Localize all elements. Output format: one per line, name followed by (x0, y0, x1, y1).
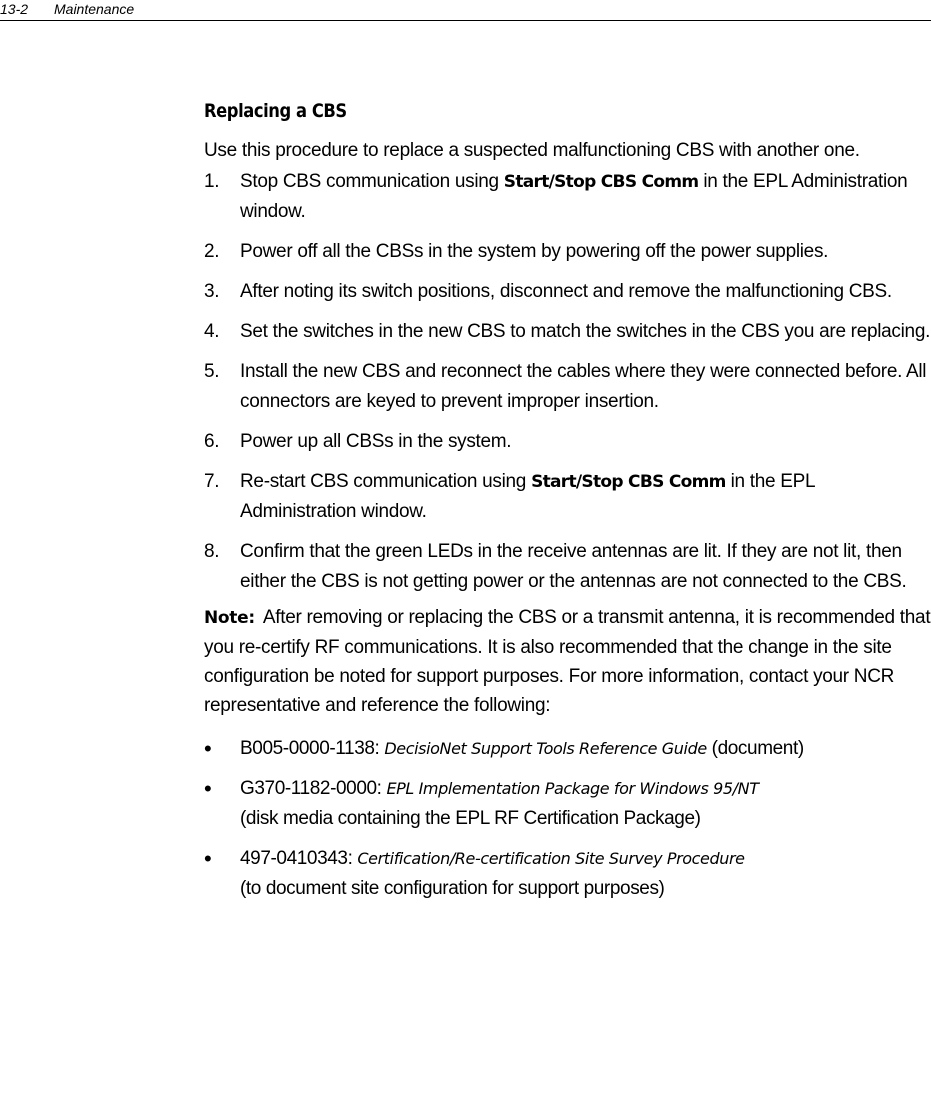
running-header (0, 0, 931, 21)
note-text: After removing or replacing the CBS or a transmit antenna, it is recommended that you re-certify RF communications. It is also recommended that the change in the site configuration be noted for support purposes. For more information, contact your NCR representative and reference the following: (204, 607, 931, 716)
reference-list (204, 734, 931, 904)
step-text: Power up all CBSs in the system. (240, 431, 512, 452)
step-number: 2. (204, 241, 220, 262)
step-text: Confirm that the green LEDs in the receive antennas are lit. If they are not lit, then either the CBS is not getting power or the antennas are not connected to the CBS. (240, 541, 907, 592)
step-text: Stop CBS communication using (240, 171, 504, 192)
step-text: in the EPL Administration window. (240, 471, 815, 522)
step-text: Re-start CBS communication using (240, 471, 532, 492)
step-text: After noting its switch positions, disconnect and remove the malfunctioning CBS. (240, 281, 892, 302)
step-text: in the EPL Administration window. (240, 171, 908, 222)
step-item (204, 427, 931, 457)
section-title: Replacing a CBS (204, 100, 347, 122)
bullet-icon: • (204, 736, 212, 761)
step-item (204, 467, 931, 527)
step-number: 3. (204, 281, 220, 302)
step-item (204, 317, 931, 347)
reference-id: 497-0410343: (240, 848, 353, 869)
step-number: 6. (204, 431, 220, 452)
reference-description: (to document site configuration for support purposes) (240, 878, 665, 899)
bullet-icon: • (204, 846, 212, 871)
page-number: 13-2 (0, 1, 29, 17)
step-number: 1. (204, 171, 220, 192)
ui-command-term: Start/Stop CBS Comm (531, 472, 726, 492)
step-number: 7. (204, 471, 220, 492)
reference-item (204, 774, 931, 834)
note-paragraph (204, 603, 931, 720)
reference-description: (document) (711, 738, 804, 759)
procedure-steps (204, 167, 931, 597)
step-item (204, 237, 931, 267)
ui-command-term: Start/Stop CBS Comm (503, 172, 699, 192)
step-number: 4. (204, 321, 220, 342)
step-text: Install the new CBS and reconnect the cables where they were connected before. All connectors are keyed to prevent improper insertion. (240, 361, 927, 412)
intro-paragraph: Use this procedure to replace a suspected malfunctioning CBS with another one. (204, 140, 860, 161)
step-item (204, 537, 931, 597)
reference-id: G370-1182-0000: (240, 778, 382, 799)
page-content (204, 96, 931, 914)
reference-item (204, 734, 931, 764)
header-section-name: Maintenance (54, 1, 135, 17)
step-item (204, 357, 931, 417)
note-label: Note: (204, 608, 255, 628)
step-text: Set the switches in the new CBS to match the switches in the CBS you are replacing. (240, 321, 931, 342)
reference-description: (disk media containing the EPL RF Certification Package) (240, 808, 701, 829)
step-text: Power off all the CBSs in the system by powering off the power supplies. (240, 241, 829, 262)
reference-title: EPL Implementation Package for Windows 95/NT (386, 779, 759, 798)
step-item (204, 277, 931, 307)
reference-id: B005-0000-1138: (240, 738, 380, 759)
step-item (204, 167, 931, 227)
bullet-icon: • (204, 776, 212, 801)
reference-item (204, 844, 931, 904)
step-number: 5. (204, 361, 220, 382)
reference-title: DecisioNet Support Tools Reference Guide (384, 739, 707, 758)
reference-title: Certification/Re-certification Site Survey Procedure (357, 849, 745, 868)
step-number: 8. (204, 541, 220, 562)
